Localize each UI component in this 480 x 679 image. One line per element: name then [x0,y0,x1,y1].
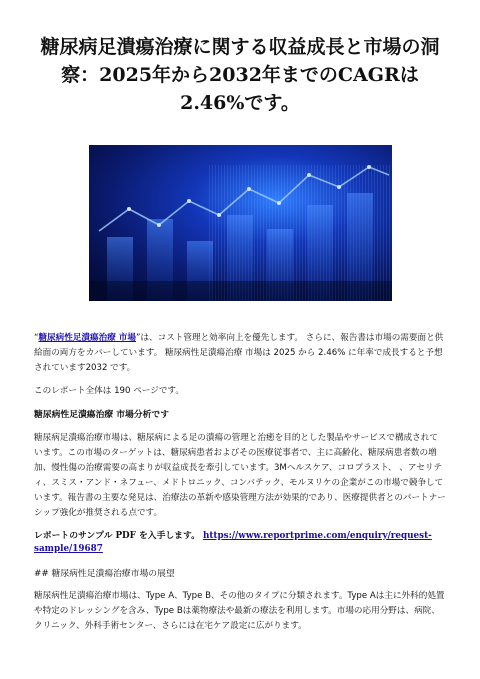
document-title: 糖尿病足潰瘍治療に関する収益成長と市場の洞察：2025年から2032年までのCAGRは2.46%です。 [40,36,440,114]
intro-text: ”は、コスト管理と効率向上を優先します。 さらに、報告書は市場の需要面と供給面の両方をカバーしています。 糖尿病性足潰瘍治療 市場は 2025 から 2.46% に年率で成長すると予想されています2032 です。 [34,333,444,373]
sample-pdf-paragraph [34,530,446,556]
page-count-text: このレポート全体は 190 ページです。 [34,386,184,396]
market-analysis-heading: 糖尿病性足潰瘍治療 市場分析です [34,410,170,420]
hero-image-financial-chart [89,145,392,301]
market-analysis-paragraph: 糖尿病足潰瘍治療市場は、糖尿病による足の潰瘍の管理と治癒を目的とした製品やサービスで構成されています。この市場のターゲットは、糖尿病患者およびその医療従事者で、主に高齢化、糖尿病患者数の増加、慢性傷の治療需要の高まりが収益成長を牽引しています。3Mヘルスケア、コロプラスト、 、アセリティ、スミス・アンド・ネフュー、メドトロニック、コンバテック、モルヌリケの企業がこの市場で競争しています。報告書の主要な発見は、治療法の革新や感染管理方法が効果的であり、医療提供者とのパートナーシップ強化が推奨される点です。 [34,433,446,518]
intro-quote-open: “ [34,333,39,343]
market-outlook-paragraph: 糖尿病性足潰瘍治療市場は、Type A、Type B、その他のタイプに分類されます。Type Aは主に外科的処置や特定のドレッシングを含み、Type Bは薬物療法や最新の療法を利用します。市場の応用分野は、病院、クリニック、外科手術センター、さらには在宅ケア設定に広がります。 [34,591,445,631]
market-report-link[interactable]: 糖尿病性足潰瘍治療 市場 [38,333,136,343]
sample-request-link[interactable]: https://www.reportprime.com/enquiry/request-sample/19687 [34,531,432,554]
intro-paragraph [34,331,446,376]
market-outlook-heading: ## 糖尿病性足潰瘍治療市場の展望 [34,569,175,579]
sample-pdf-label: レポートのサンプル PDF を入手します。 [34,531,200,541]
